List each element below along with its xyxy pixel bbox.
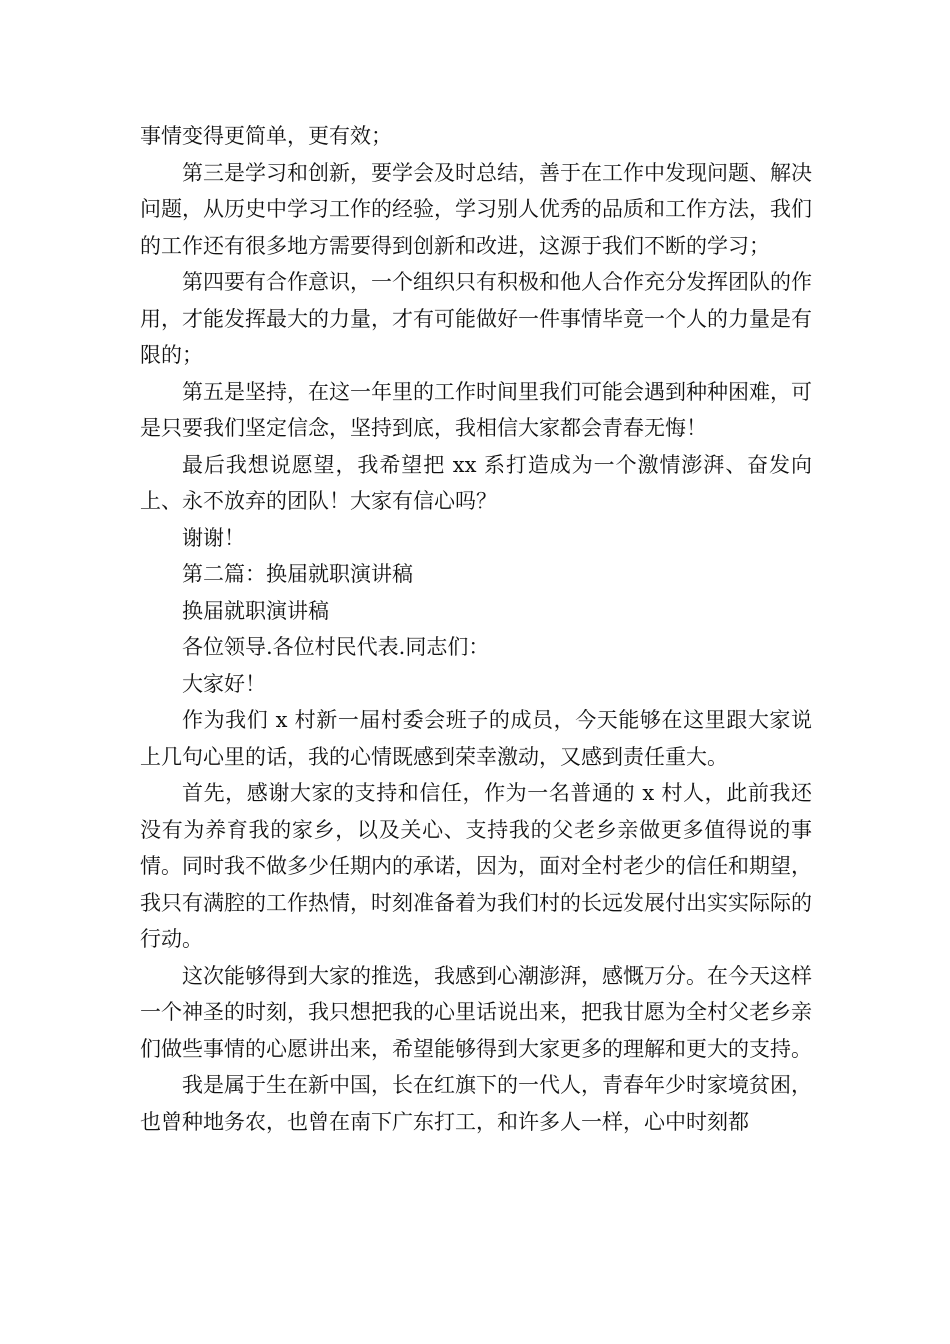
speech-title: 换届就职演讲稿 xyxy=(182,598,329,623)
paragraph: 最后我想说愿望，我希望把 xx 系打造成为一个激情澎湃、奋发向上、永不放弃的团队！大家有信心吗？ xyxy=(140,452,812,513)
paragraph: 作为我们 x 村新一届村委会班子的成员，今天能够在这里跟大家说上几句心里的话，我的心情既感到荣幸激动，又感到责任重大。 xyxy=(140,708,812,769)
paragraph: 第五是坚持，在这一年里的工作时间里我们可能会遇到种种困难，可是只要我们坚定信念，坚持到底，我相信大家都会青春无悔！ xyxy=(140,379,812,440)
paragraph: 这次能够得到大家的推选，我感到心潮澎湃，感慨万分。在今天这样一个神圣的时刻，我只想把我的心里话说出来，把我甘愿为全村父老乡亲们做些事情的心愿讲出来，希望能够得到大家更多的理解和更大的支持。 xyxy=(140,963,812,1061)
paragraph: 首先，感谢大家的支持和信任，作为一名普通的 x 村人，此前我还没有为养育我的家乡，以及关心、支持我的父老乡亲做更多值得说的事情。同时我不做多少任期内的承诺，因为，面对全村老少的信任和期望，我只有满腔的工作热情，时刻准备着为我们村的长远发展付出实实际际的行动。 xyxy=(140,781,812,951)
document-page xyxy=(140,118,812,1140)
greeting: 大家好！ xyxy=(182,671,266,696)
section-heading: 第二篇：换届就职演讲稿 xyxy=(182,562,413,586)
paragraph: 第四要有合作意识，一个组织只有积极和他人合作充分发挥团队的作用，才能发挥最大的力量，才有可能做好一件事情毕竟一个人的力量是有限的； xyxy=(140,270,812,367)
paragraph: 谢谢！ xyxy=(182,525,245,550)
paragraph: 我是属于生在新中国，长在红旗下的一代人，青春年少时家境贫困，也曾种地务农，也曾在南下广东打工，和许多人一样，心中时刻都 xyxy=(140,1073,812,1134)
paragraph: 第三是学习和创新，要学会及时总结，善于在工作中发现问题、解决问题，从历史中学习工作的经验，学习别人优秀的品质和工作方法，我们的工作还有很多地方需要得到创新和改进，这源于我们不断的学习； xyxy=(140,160,812,258)
salutation: 各位领导.各位村民代表.同志们： xyxy=(182,635,490,659)
paragraph: 事情变得更简单，更有效； xyxy=(140,124,392,148)
